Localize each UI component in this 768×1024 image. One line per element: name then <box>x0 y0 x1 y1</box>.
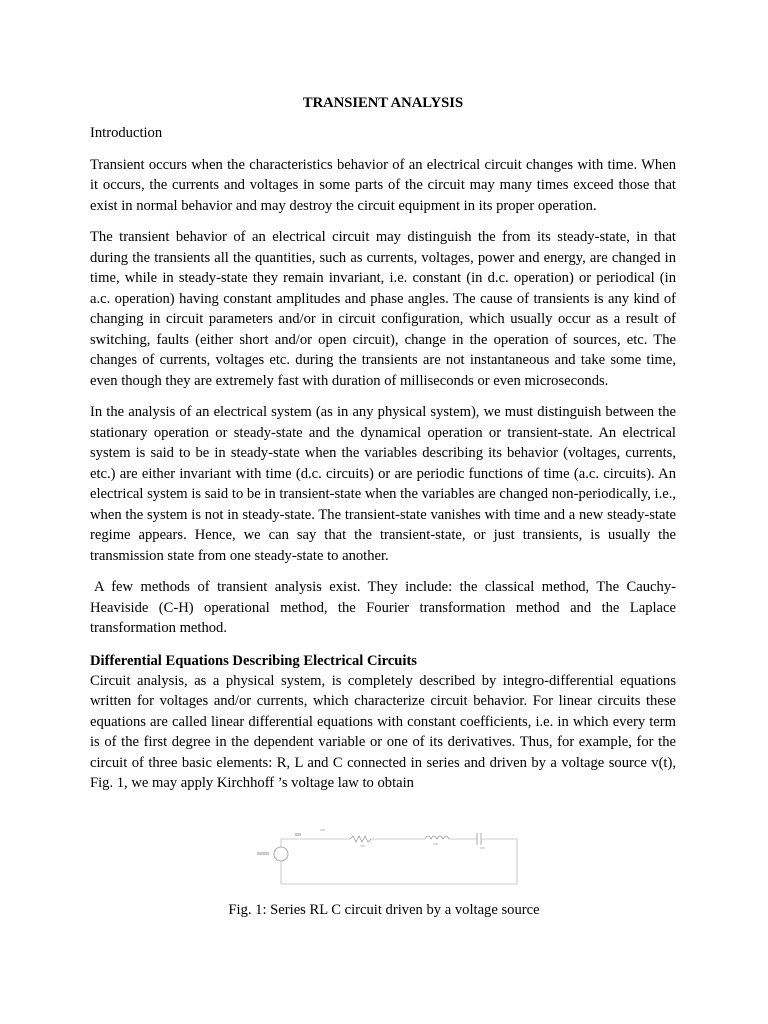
paragraph-2: The transient behavior of an electrical circuit may distinguish the from its steady-state, in that during the transients all the quantities, such as currents, voltages, power and energy, are changed in time, while in steady-state they remain invariant, i.e. constant (in d.c. operation) or periodical (in a.c. operation) having constant amplitudes and phase angles. The cause of transients is any kind of changing in circuit parameters and/or in circuit configuration, which usually occur as a result of switching, faults (either short and/or open circuit), change in the operation of sources, etc. The changes of currents, voltages etc. during the transients are not instantaneous and take some time, even though they are extremely fast with duration of milliseconds or even microseconds. <box>90 229 676 389</box>
switch-label-mark <box>295 833 301 836</box>
inductor-label-mark <box>433 843 438 845</box>
rlc-circuit-figure <box>255 829 525 889</box>
section-heading: Differential Equations Describing Electrical Circuits <box>90 652 417 669</box>
paragraph-3: In the analysis of an electrical system (as in any physical system), we must distinguish between the stationary operation or steady-state and the dynamical operation or transient-state. An electrical system is said to be in steady-state when the variables describing its behavior (voltages, currents, etc.) are either invariant with time (d.c. circuits) or are periodic functions of time (a.c. circuits). An electrical system is said to be in transient-state when the variables are changed non-periodically, i.e., when the system is not in steady-state. The transient-state vanishes with time and a new steady-state regime appears. Hence, we can say that the transient-state, or just transients, is usually the transmission state from one steady-state to another. <box>90 404 676 564</box>
section-paragraph: Circuit analysis, as a physical system, is completely described by integro-differential equations written for voltages and/or currents, which characterize circuit behavior. For linear circuits these equations are called linear differential equations with constant coefficients, i.e. in which every term is of the first degree in the dependent variable or one of its derivatives. Thus, for example, for the circuit of three basic elements: R, L and C connected in series and driven by a voltage source v(t), Fig. 1, we may apply Kirchhoff ’s voltage law to obtain <box>90 672 676 791</box>
capacitor-label-mark <box>480 847 485 849</box>
document-title: TRANSIENT ANALYSIS <box>302 95 464 111</box>
resistor-symbol <box>350 836 371 842</box>
inductor-symbol <box>425 836 449 839</box>
document-page <box>90 93 676 794</box>
rlc-circuit-diagram <box>255 829 525 889</box>
source-label-mark <box>257 852 269 855</box>
introduction-label: Introduction <box>90 125 163 141</box>
resistor-label-mark <box>360 845 365 847</box>
paragraph-4: A few methods of transient analysis exist. They include: the classical method, The Cauchy-Heaviside (C-H) operational method, the Fourier transformation method and the Laplace transformation method. <box>90 579 676 636</box>
figure-caption: Fig. 1: Series RL C circuit driven by a voltage source <box>228 902 540 918</box>
paragraph-1: Transient occurs when the characteristics behavior of an electrical circuit changes with time. When it occurs, the currents and voltages in some parts of the circuit may many times exceed those that exist in normal behavior and may destroy the circuit equipment in its proper operation. <box>90 156 676 214</box>
top-label-mark <box>320 829 325 831</box>
voltage-source-symbol <box>274 847 288 861</box>
